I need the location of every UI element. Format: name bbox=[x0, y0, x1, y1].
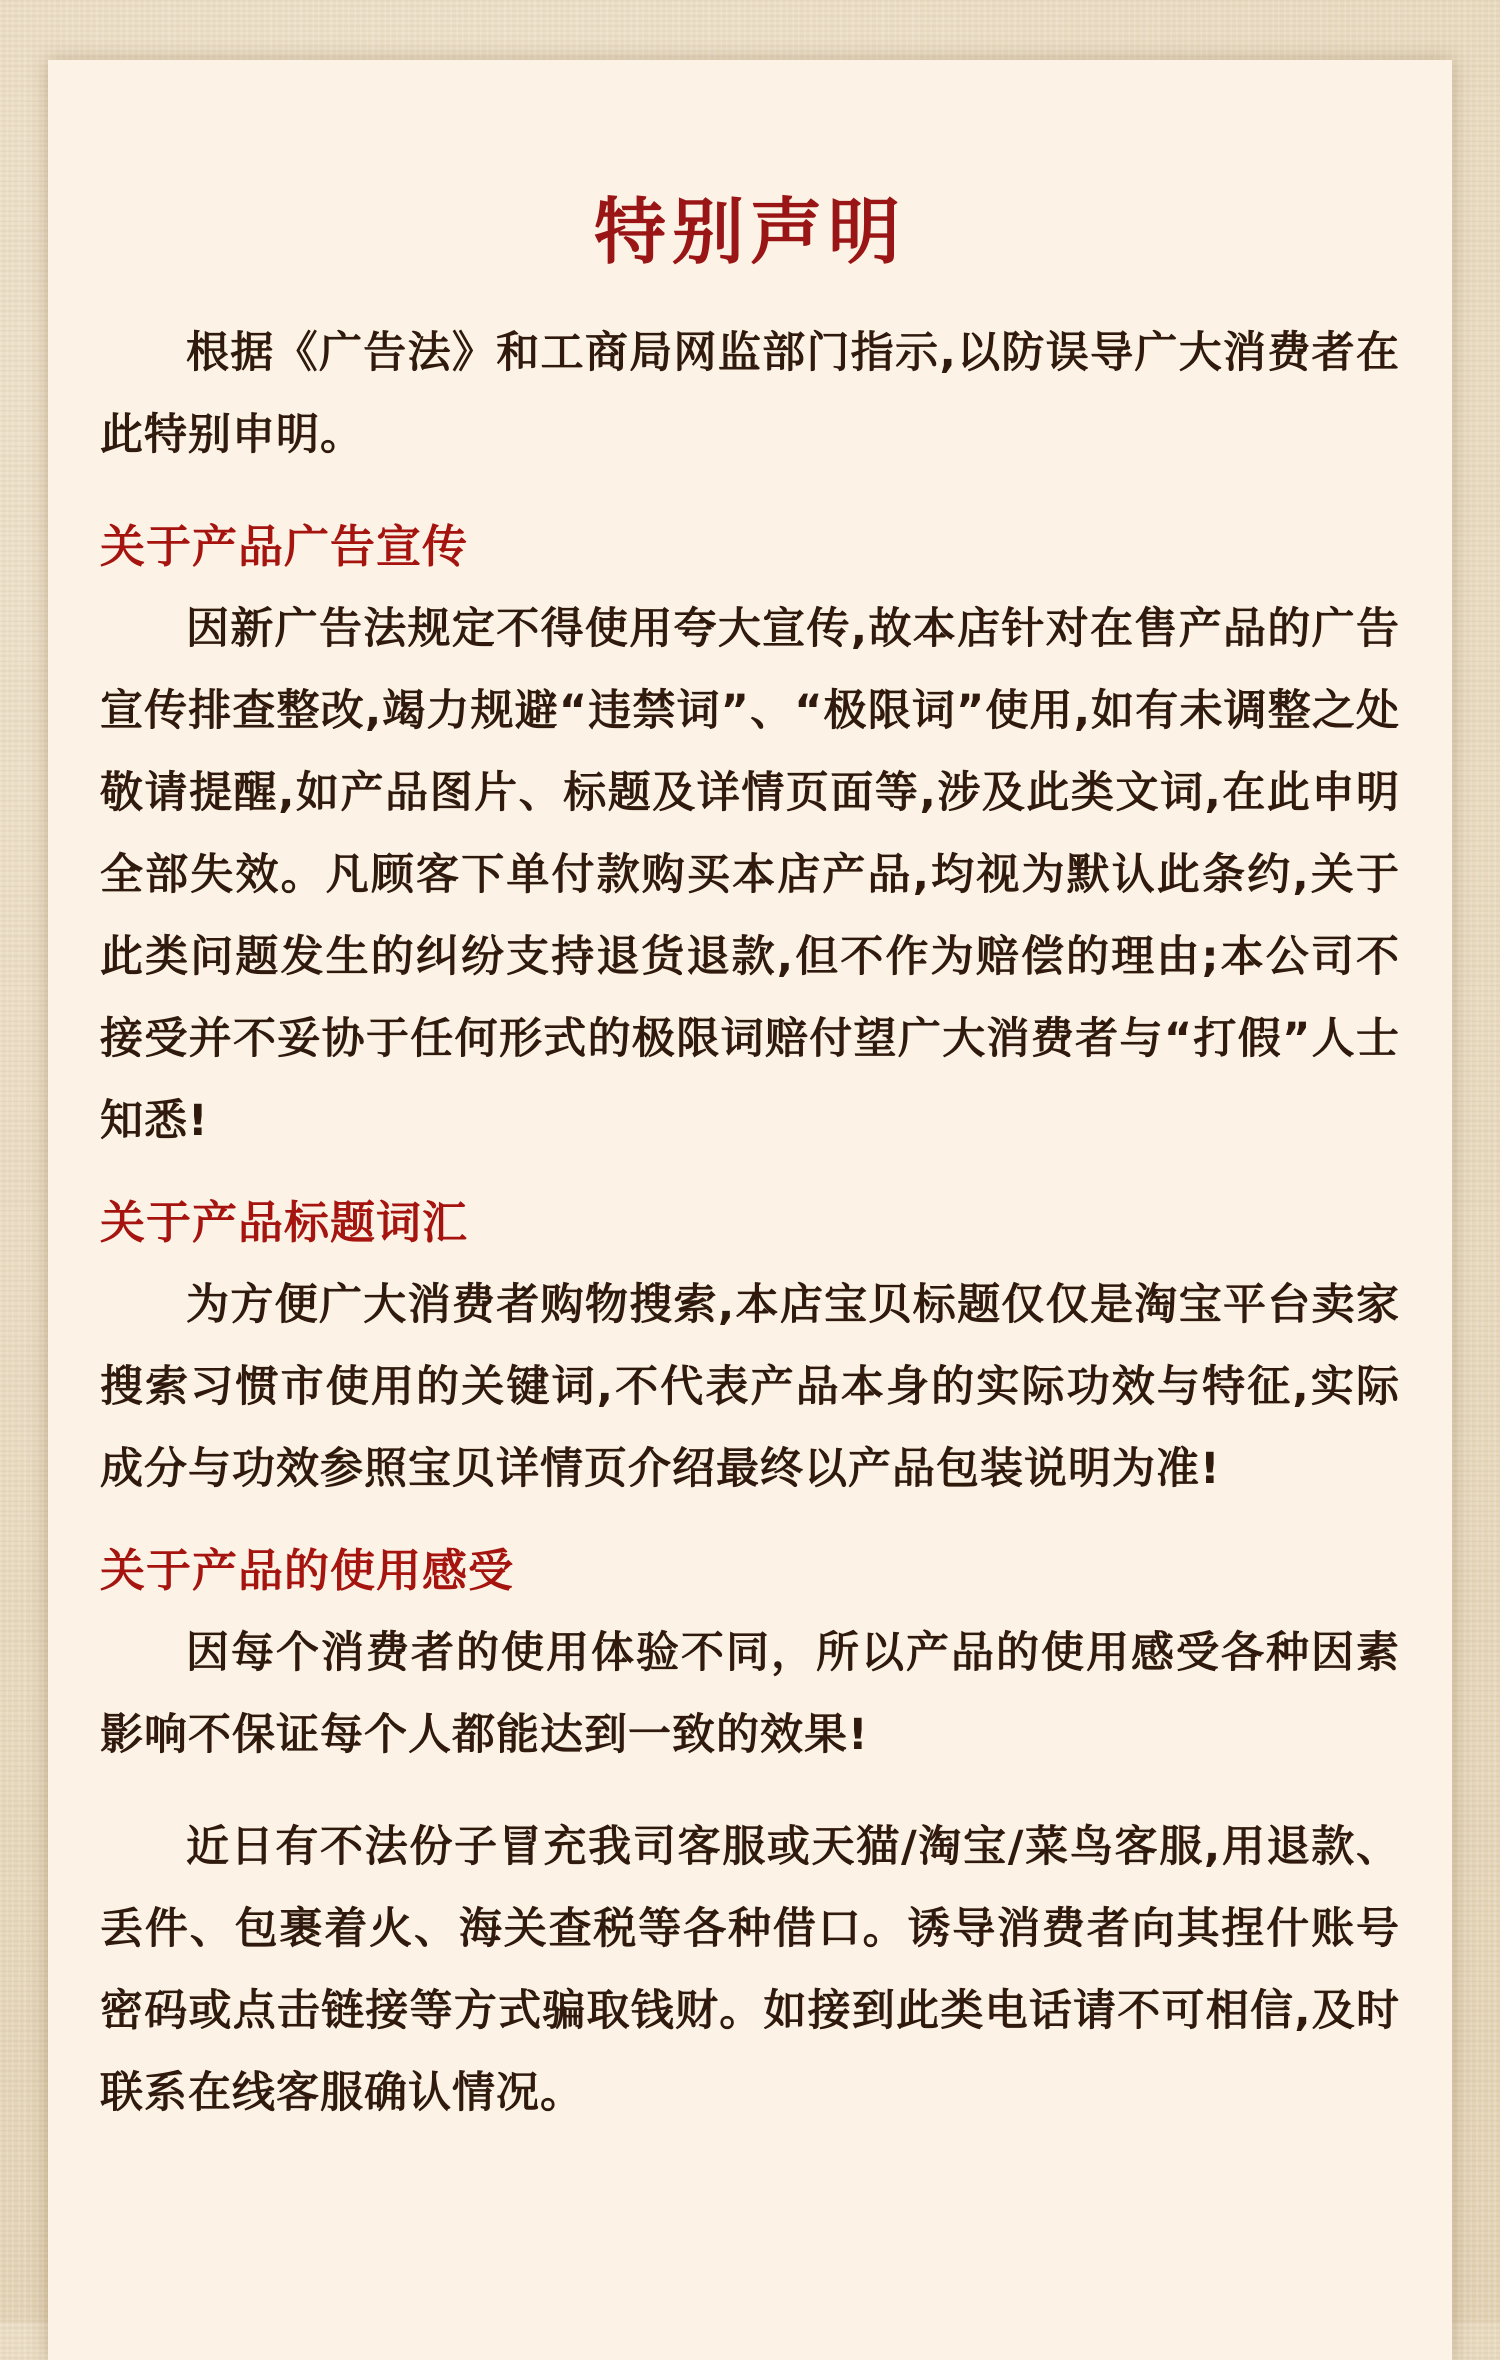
statement-panel bbox=[48, 60, 1452, 2360]
section-body-usage-experience: 因每个消费者的使用体验不同，所以产品的使用感受各种因素影响不保证每个人都能达到一致的效果! bbox=[100, 1628, 1400, 1760]
page-title: 特别声明 bbox=[593, 190, 906, 274]
section-heading-usage-experience: 关于产品的使用感受 bbox=[100, 1544, 515, 1597]
spacer bbox=[100, 1776, 1400, 1806]
section-heading-advertising: 关于产品广告宣传 bbox=[100, 520, 469, 573]
section-body-title-terms: 为方便广大消费者购物搜索,本店宝贝标题仅仅是淘宝平台卖家搜索习惯市使用的关键词,不代表产品本身的实际功效与特征,实际成分与功效参照宝贝详情页介绍最终以产品包装说明为准! bbox=[100, 1280, 1400, 1494]
section-heading-title-terms: 关于产品标题词汇 bbox=[100, 1196, 469, 1249]
section-body-advertising: 因新广告法规定不得使用夸大宣传,故本店针对在售产品的广告宣传排查整改,竭力规避“违禁词”、“极限词”使用,如有未调整之处敬请提醒,如产品图片、标题及详情页面等,涉及此类文词,在此申明全部失效。凡顾客下单付款购买本店产品,均视为默认此条约,关于此类问题发生的纠纷支持退货退款,但不作为赔偿的理由;本公司不接受并不妥协于任何形式的极限词赔付望广大消费者与“打假”人士知悉! bbox=[100, 604, 1400, 1146]
intro-paragraph: 根据《广告法》和工商局网监部门指示,以防误导广大消费者在此特别申明。 bbox=[100, 328, 1400, 460]
fraud-notice-paragraph: 近日有不法份子冒充我司客服或天猫/淘宝/菜鸟客服,用退款、丢件、包裹着火、海关查税等各种借口。诱导消费者向其捏什账号密码或点击链接等方式骗取钱财。如接到此类电话请不可相信,及时联系在线客服确认情况。 bbox=[100, 1822, 1400, 2118]
